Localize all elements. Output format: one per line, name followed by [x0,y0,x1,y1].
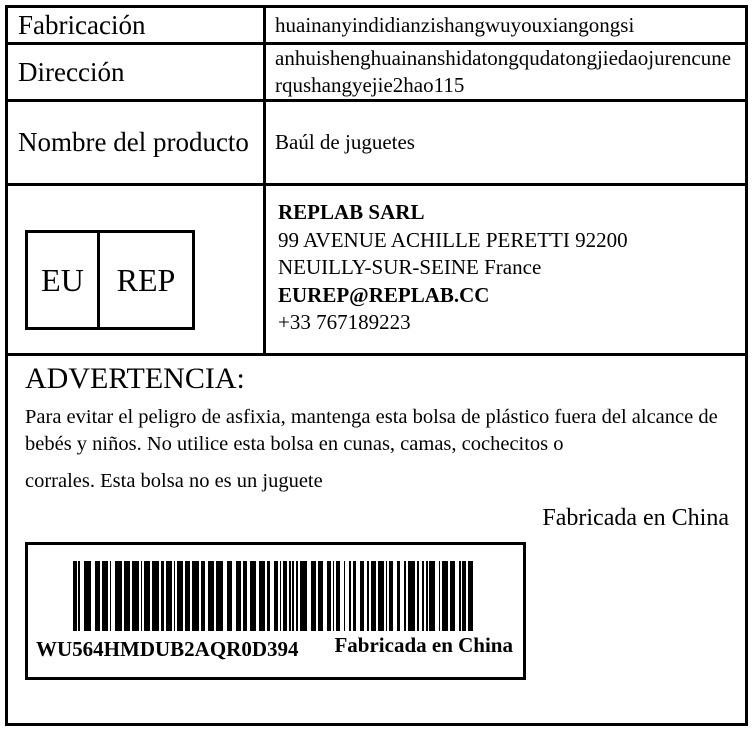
product-label [5,5,748,726]
table-row-nombre-producto [8,102,745,186]
nombre-producto-value: Baúl de juguetes [275,130,415,154]
direccion-label: Dirección [18,56,125,87]
barcode-caption-text: Fabricada en China [334,633,513,657]
eu-rep-logo-cell [8,186,266,353]
eu-rep-email: EUREP@REPLAB.CC [278,282,490,307]
fabricacion-value: huainanyindidianzishangwuyouxiangongsi [275,12,635,37]
eu-rep-address-line-2: NEUILLY-SUR-SEINE France [278,255,542,279]
eu-rep-logo-eu: EU [28,233,100,327]
nombre-producto-label-cell [8,102,266,183]
fabricacion-label-cell [8,8,266,42]
nombre-producto-value-cell [266,102,745,183]
table-row-fabricacion [8,8,745,45]
table-row-direccion [8,45,745,102]
eu-rep-phone: +33 767189223 [278,310,411,334]
direccion-label-cell [8,45,266,99]
barcode-bars [73,561,473,631]
barcode-value-text: WU564HMDUB2AQR0D394 [36,637,299,661]
eu-rep-company-name: REPLAB SARL [278,200,425,224]
origin-text: Fabricada en China [542,505,729,531]
warning-paragraph-2: corrales. Esta bolsa no es un juguete [25,470,323,492]
direccion-value: anhuishenghuainanshidatongqudatongjiedaojurencunerqushangyejie2hao115 [275,46,732,97]
fabricacion-label: Fabricación [18,9,146,40]
warning-paragraph-1: Para evitar el peligro de asfixia, mantenga esta bolsa de plástico fuera del alcance de bebés y niños. No utilice esta bolsa en cunas, camas, cochecitos o [25,406,718,455]
warning-heading: ADVERTENCIA: [25,362,245,395]
direccion-value-cell [266,45,745,99]
warning-section [8,356,745,723]
barcode-meta [28,631,523,662]
eu-rep-address-line-1: 99 AVENUE ACHILLE PERETTI 92200 [278,227,628,252]
nombre-producto-label: Nombre del producto [18,127,249,158]
eu-rep-logo [25,230,195,330]
fabricacion-value-cell [266,8,745,42]
eu-rep-logo-rep: REP [116,261,176,298]
eu-rep-address [266,186,745,353]
barcode [25,542,526,680]
table-row-eu-rep [8,186,745,356]
